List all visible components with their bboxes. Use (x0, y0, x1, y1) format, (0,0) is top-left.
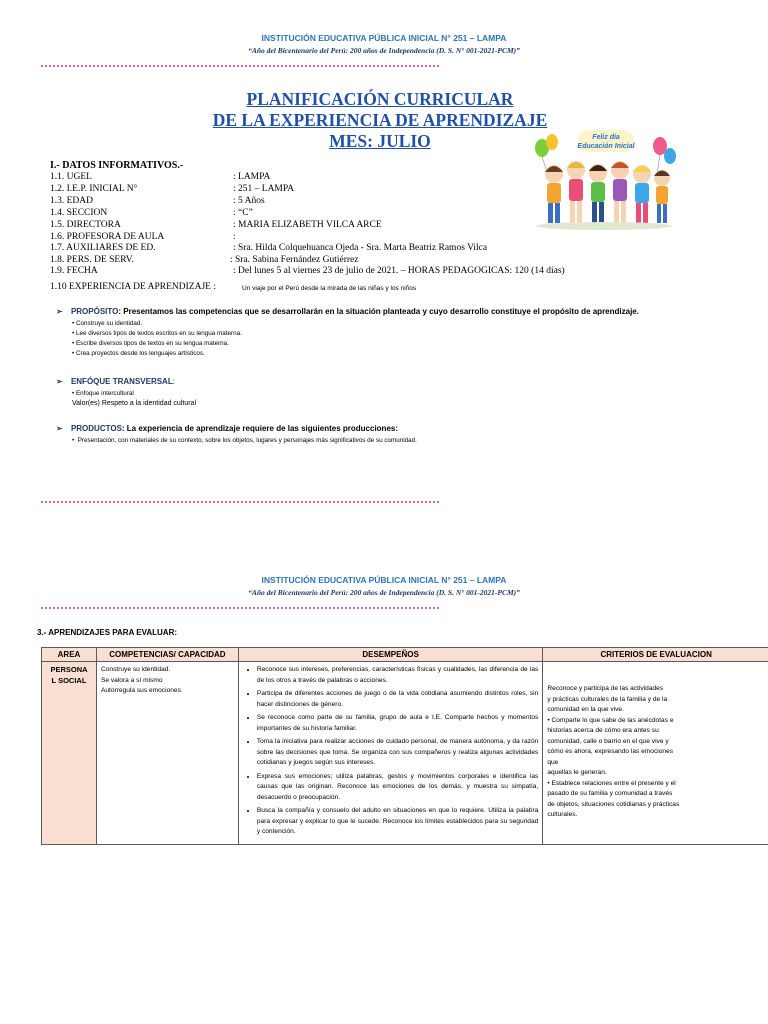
enfoque-colon: : (172, 377, 175, 386)
arrow-bullet-icon: ➢ (56, 377, 63, 386)
dotted-divider (40, 606, 440, 610)
table-row (42, 662, 768, 845)
productos-text: : La experiencia de aprendizaje requiere de las siguientes producciones: (121, 424, 398, 433)
column-header-desempenos: DESEMPEÑOS (238, 648, 543, 662)
desempeno-item: • Expresa sus emociones; utiliza palabras, gestos y movimientos corporales e identifica las causas que las originan. Reconoce las emociones de los demás, y muestra su simpatía, desacuerdo o preocupación. (257, 772, 539, 804)
year-name-header: “Año del Bicentenario del Perú: 200 años de Independencia (D. S. N° 001-2021-PCM)” (248, 588, 520, 597)
proposito-list (72, 319, 242, 359)
dato-label: 1.9. FECHA (50, 266, 98, 276)
proposito-line (56, 307, 746, 316)
list-item: • Escribe diversos tipos de textos en su lengua materna. (72, 340, 229, 347)
proposito-label: PROPÓSITO (70, 307, 119, 316)
table-header-row (42, 648, 768, 662)
desempeno-item: • Toma la iniciativa para realizar acciones de cuidado personal, de manera autónoma, y da razón sobre las decisiones que toma. Se organiza con sus compañeros y realiza algunas actividades cotidianas y juegos según sus intereses. (257, 737, 539, 769)
dato-label: 1.4. SECCION (50, 208, 108, 218)
children-balloons-icon (530, 128, 678, 232)
column-header-competencias: COMPETENCIAS/ CAPACIDAD (96, 648, 238, 662)
dato-label: 1.1. UGEL (50, 172, 92, 182)
institution-header: INSTITUCIÓN EDUCATIVA PÚBLICA INICIAL N° 251 – LAMPA (261, 575, 507, 585)
list-item: • Construye su identidad. (72, 320, 143, 327)
enfoque-line (56, 377, 175, 386)
dato-value: : Sra. Hilda Colquehuanca Ojeda - Sra. Marta Beatriz Ramos Vilca (233, 243, 488, 253)
list-item: • Presentación, con materiales de su contexto, sobre los objetos, lugares y personajes más significativos de su comunidad. (72, 437, 417, 444)
dato-value: : LAMPA (233, 172, 271, 182)
desempeno-item: • Reconoce sus intereses, preferencias, características físicas y cualidades, las diferencia de las de los otros a través de palabras o acciones. (257, 665, 539, 686)
dato-label: 1.3. EDAD (50, 196, 94, 206)
aprendizajes-table (41, 647, 768, 845)
productos-list (72, 436, 417, 446)
dato-label: 1.5. DIRECTORA (50, 220, 121, 230)
dato-value: : (233, 232, 236, 242)
year-name-header: “Año del Bicentenario del Perú: 200 años de Independencia (D. S. N° 001-2021-PCM)” (248, 46, 520, 55)
column-header-criterios: CRITERIOS DE EVALUACION (543, 648, 768, 662)
list-item: • Crea proyectos desde los lenguajes artísticos. (72, 350, 205, 357)
proposito-text: : Presentamos las competencias que se desarrollarán en la situación planteada y cuyo desarrollo constituye el propósito de aprendizaje. (118, 307, 639, 316)
datos-heading: I.- DATOS INFORMATIVOS.- (50, 160, 184, 171)
dato-value: : 5 Años (233, 196, 265, 206)
column-header-area: AREA (42, 648, 97, 662)
competencias-cell: Construye su identidad. Se valora a sí mismo Autorregula sus emociones. (96, 662, 238, 845)
enfoque-label: ENFÓQUE TRANSVERSAL (70, 377, 173, 386)
page-title-line3: MES: JULIO (329, 131, 431, 151)
criterios-cell: Reconoce y participa de las actividades y prácticas culturales de la familia y de la comunidad en la que vive. • Comparte lo que sabe de las anécdotas e historias acerca de cómo era antes su comunidad, calle o barrio en el que vive y cómo es ahora, expresando las emociones que aquellas le generan. • Establece relaciones entre el presente y el pasado de su familia y comunidad a través de objetos, situaciones cotidianas y prácticas culturales. (543, 662, 768, 845)
area-cell: PERSONA L SOCIAL (42, 662, 97, 845)
desempenos-cell (238, 662, 543, 845)
page-title-line2: DE LA EXPERIENCIA DE APRENDIZAJE (212, 110, 548, 130)
productos-line (56, 424, 746, 433)
valor-text: Valor(es) Respeto a la identidad cultural (72, 400, 196, 407)
experiencia-value: Un viaje por el Perú desde la mirada de las niñas y los niños (242, 285, 417, 292)
arrow-bullet-icon: ➢ (56, 424, 63, 433)
dato-value: : MARIA ELIZABETH VILCA ARCE (233, 220, 382, 230)
dotted-divider (40, 64, 440, 68)
productos-label: PRODUCTOS (70, 424, 122, 433)
dotted-divider (40, 500, 440, 504)
dato-value: : Sra. Sabina Fernández Gutiérrez (230, 255, 359, 265)
dato-value: : Del lunes 5 al viernes 23 de julio de 2021. – HORAS PEDAGOGICAS: 120 (14 días) (233, 266, 565, 276)
dato-label: 1.8. PERS. DE SERV. (50, 255, 134, 265)
banner-text-1: Feliz día (592, 134, 620, 141)
children-balloons-illustration (530, 128, 678, 232)
list-item: • Enfoque intercultural (72, 390, 134, 397)
experiencia-label: 1.10 EXPERIENCIA DE APRENDIZAJE : (50, 282, 216, 292)
desempeno-item: • Se reconoce como parte de su familia, grupo de aula e I.E. Comparte hechos y momentos importantes de su historia familiar. (257, 713, 539, 734)
enfoque-list (72, 389, 196, 409)
desempeno-item: • Busca la compañía y consuelo del adulto en situaciones en que lo requiere. Utiliza la palabra para expresar y explicar lo que le sucede. Reconoce los límites establecidos para su seguridad y contención. (257, 806, 539, 838)
desempeno-item: • Participa de diferentes acciones de juego o de la vida cotidiana asumiendo distintos roles, sin hacer distinciones de género. (257, 689, 539, 710)
page-title-line1: PLANIFICACIÓN CURRICULAR (246, 89, 514, 109)
banner-text-2: Educación Inicial (577, 143, 635, 150)
dato-value: : “C” (233, 208, 253, 218)
dato-label: 1.7. AUXILIARES DE ED. (50, 243, 156, 253)
institution-header: INSTITUCIÓN EDUCATIVA PÚBLICA INICIAL N° 251 – LAMPA (261, 33, 507, 43)
dato-value: : 251 – LAMPA (233, 184, 295, 194)
section3-heading: 3.- APRENDIZAJES PARA EVALUAR: (37, 628, 178, 637)
arrow-bullet-icon: ➢ (56, 307, 63, 316)
dato-label: 1.6. PROFESORA DE AULA (50, 232, 165, 242)
list-item: • Lee diversos tipos de textos escritos en su lengua materna. (72, 330, 242, 337)
dato-label: 1.2. I.E.P. INICIAL N° (50, 184, 138, 194)
